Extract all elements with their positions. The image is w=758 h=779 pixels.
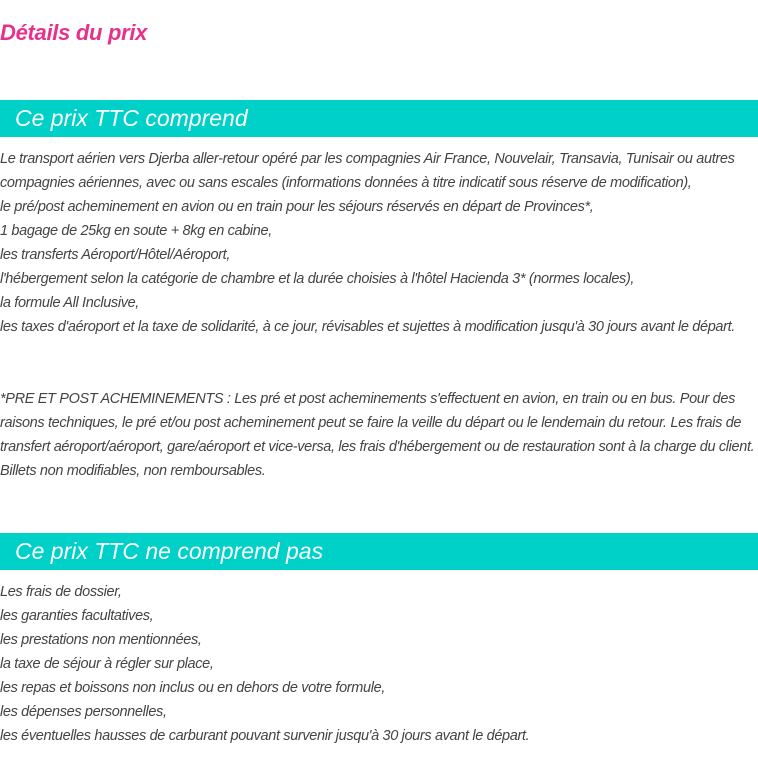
- excludes-item-tourist-tax: la taxe de séjour à régler sur place,: [0, 656, 214, 672]
- includes-item-taxes: les taxes d'aéroport et la taxe de solidarité, à ce jour, révisables et sujettes à modification jusqu'à 30 jours avant le départ.: [0, 319, 735, 335]
- includes-item-accommodation: l'hébergement selon la catégorie de chambre et la durée choisies à l'hôtel Hacienda 3* (normes locales),: [0, 271, 635, 287]
- excludes-item-services: les prestations non mentionnées,: [0, 632, 202, 648]
- excludes-item-guarantees: les garanties facultatives,: [0, 608, 154, 624]
- includes-item-all-inclusive: la formule All Inclusive,: [0, 295, 139, 311]
- page-title: Détails du prix: [0, 20, 148, 45]
- includes-item-pre-post: le pré/post acheminement en avion ou en train pour les séjours réservés en départ de Provinces*,: [0, 199, 594, 215]
- excludes-list: [0, 580, 758, 748]
- excludes-section-heading: Ce prix TTC ne comprend pas: [0, 533, 758, 570]
- excludes-item-meals: les repas et boissons non inclus ou en dehors de votre formule,: [0, 680, 385, 696]
- includes-item-transfers: les transferts Aéroport/Hôtel/Aéroport,: [0, 247, 231, 263]
- includes-item-baggage: 1 bagage de 25kg en soute + 8kg en cabine,: [0, 223, 272, 239]
- pre-post-note: *PRE ET POST ACHEMINEMENTS : Les pré et post acheminements s'effectuent en avion, en train ou en bus. Pour des raisons techniques, le pré et/ou post acheminement peut se faire la veille du départ ou le lendemain du retour. Les frais de transfert aéroport/aéroport, gare/aéroport et vice-versa, les frais d'hébergement ou de restauration sont à la charge du client. Billets non modifiables, non remboursables.: [0, 391, 755, 479]
- includes-item-transport: Le transport aérien vers Djerba aller-retour opéré par les compagnies Air France, Nouvelair, Transavia, Tunisair ou autres compagnies aériennes, avec ou sans escales (informations données à titre indicatif sous réserve de modification),: [0, 151, 735, 191]
- excludes-item-fees: Les frais de dossier,: [0, 584, 122, 600]
- excludes-item-personal-expenses: les dépenses personnelles,: [0, 704, 167, 720]
- includes-list: [0, 147, 758, 339]
- excludes-item-fuel: les éventuelles hausses de carburant pouvant survenir jusqu'à 30 jours avant le départ.: [0, 728, 530, 744]
- includes-section-heading: Ce prix TTC comprend: [0, 100, 758, 137]
